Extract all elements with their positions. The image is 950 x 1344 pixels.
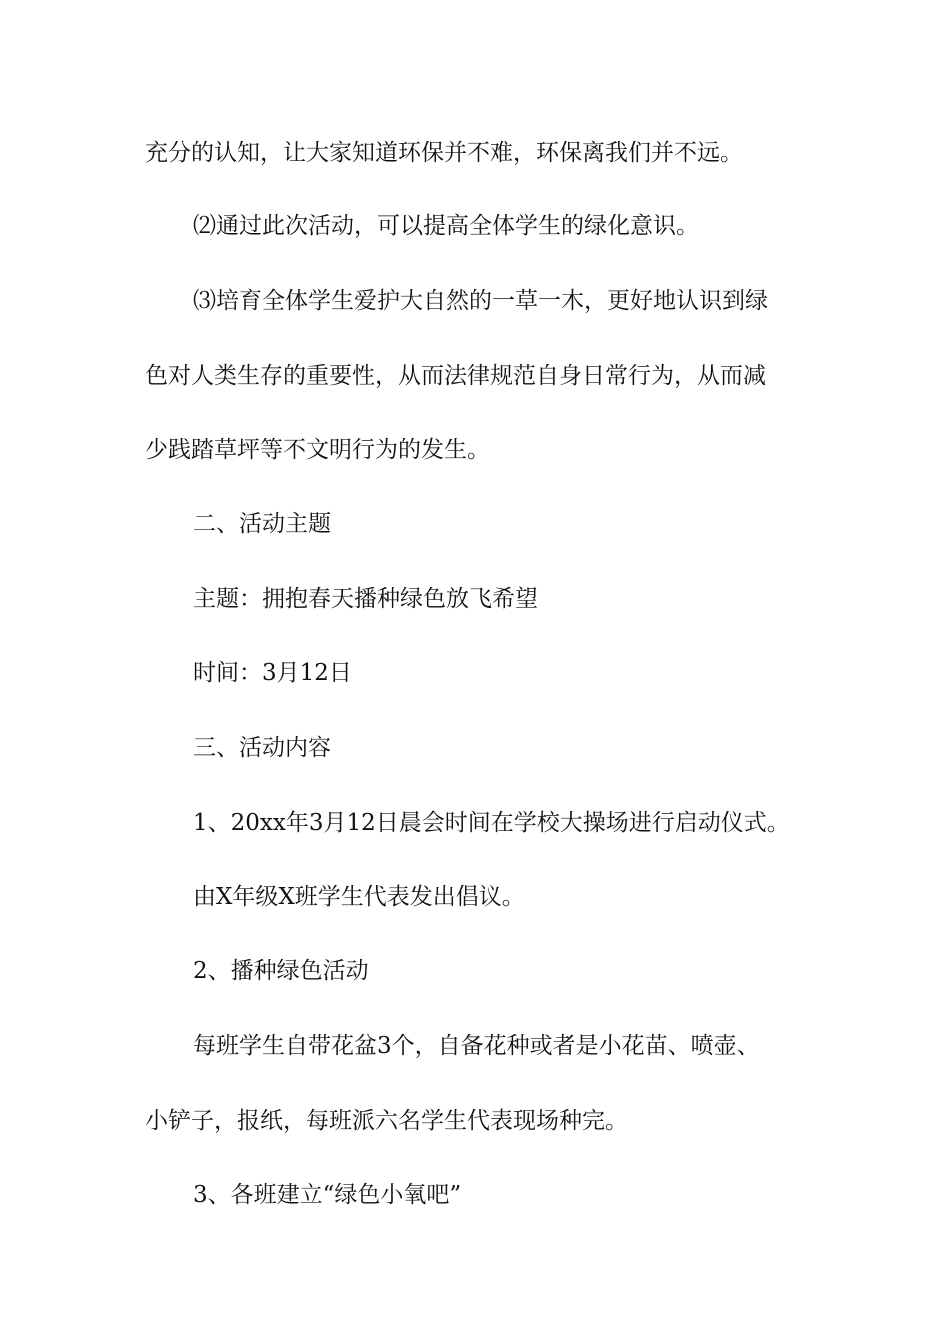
paragraph-line: 1、20xx年3月12日晨会时间在学校大操场进行启动仪式。	[193, 810, 790, 836]
paragraph-line: 充分的认知，让大家知道环保并不难，环保离我们并不远。	[145, 140, 743, 166]
paragraph-line: ⑶培育全体学生爱护大自然的一草一木，更好地认识到绿	[193, 288, 768, 314]
paragraph-line: 色对人类生存的重要性，从而法律规范自身日常行为，从而减	[145, 363, 766, 389]
paragraph-line: 3、各班建立“绿色小氧吧”	[193, 1182, 462, 1208]
section-heading: 二、活动主题	[193, 511, 331, 537]
paragraph-line: 少践踏草坪等不文明行为的发生。	[145, 437, 490, 463]
section-heading: 三、活动内容	[193, 735, 331, 761]
paragraph-line: 每班学生自带花盆3个，自备花种或者是小花苗、喷壶、	[193, 1033, 760, 1059]
paragraph-line: 时间：3月12日	[193, 660, 352, 686]
paragraph-line: 由X年级X班学生代表发出倡议。	[193, 884, 525, 910]
paragraph-line: ⑵通过此次活动，可以提高全体学生的绿化意识。	[193, 213, 699, 239]
paragraph-line: 主题：拥抱春天播种绿色放飞希望	[193, 586, 538, 612]
paragraph-line: 2、播种绿色活动	[193, 958, 369, 984]
paragraph-line: 小铲子，报纸，每班派六名学生代表现场种完。	[145, 1108, 628, 1134]
